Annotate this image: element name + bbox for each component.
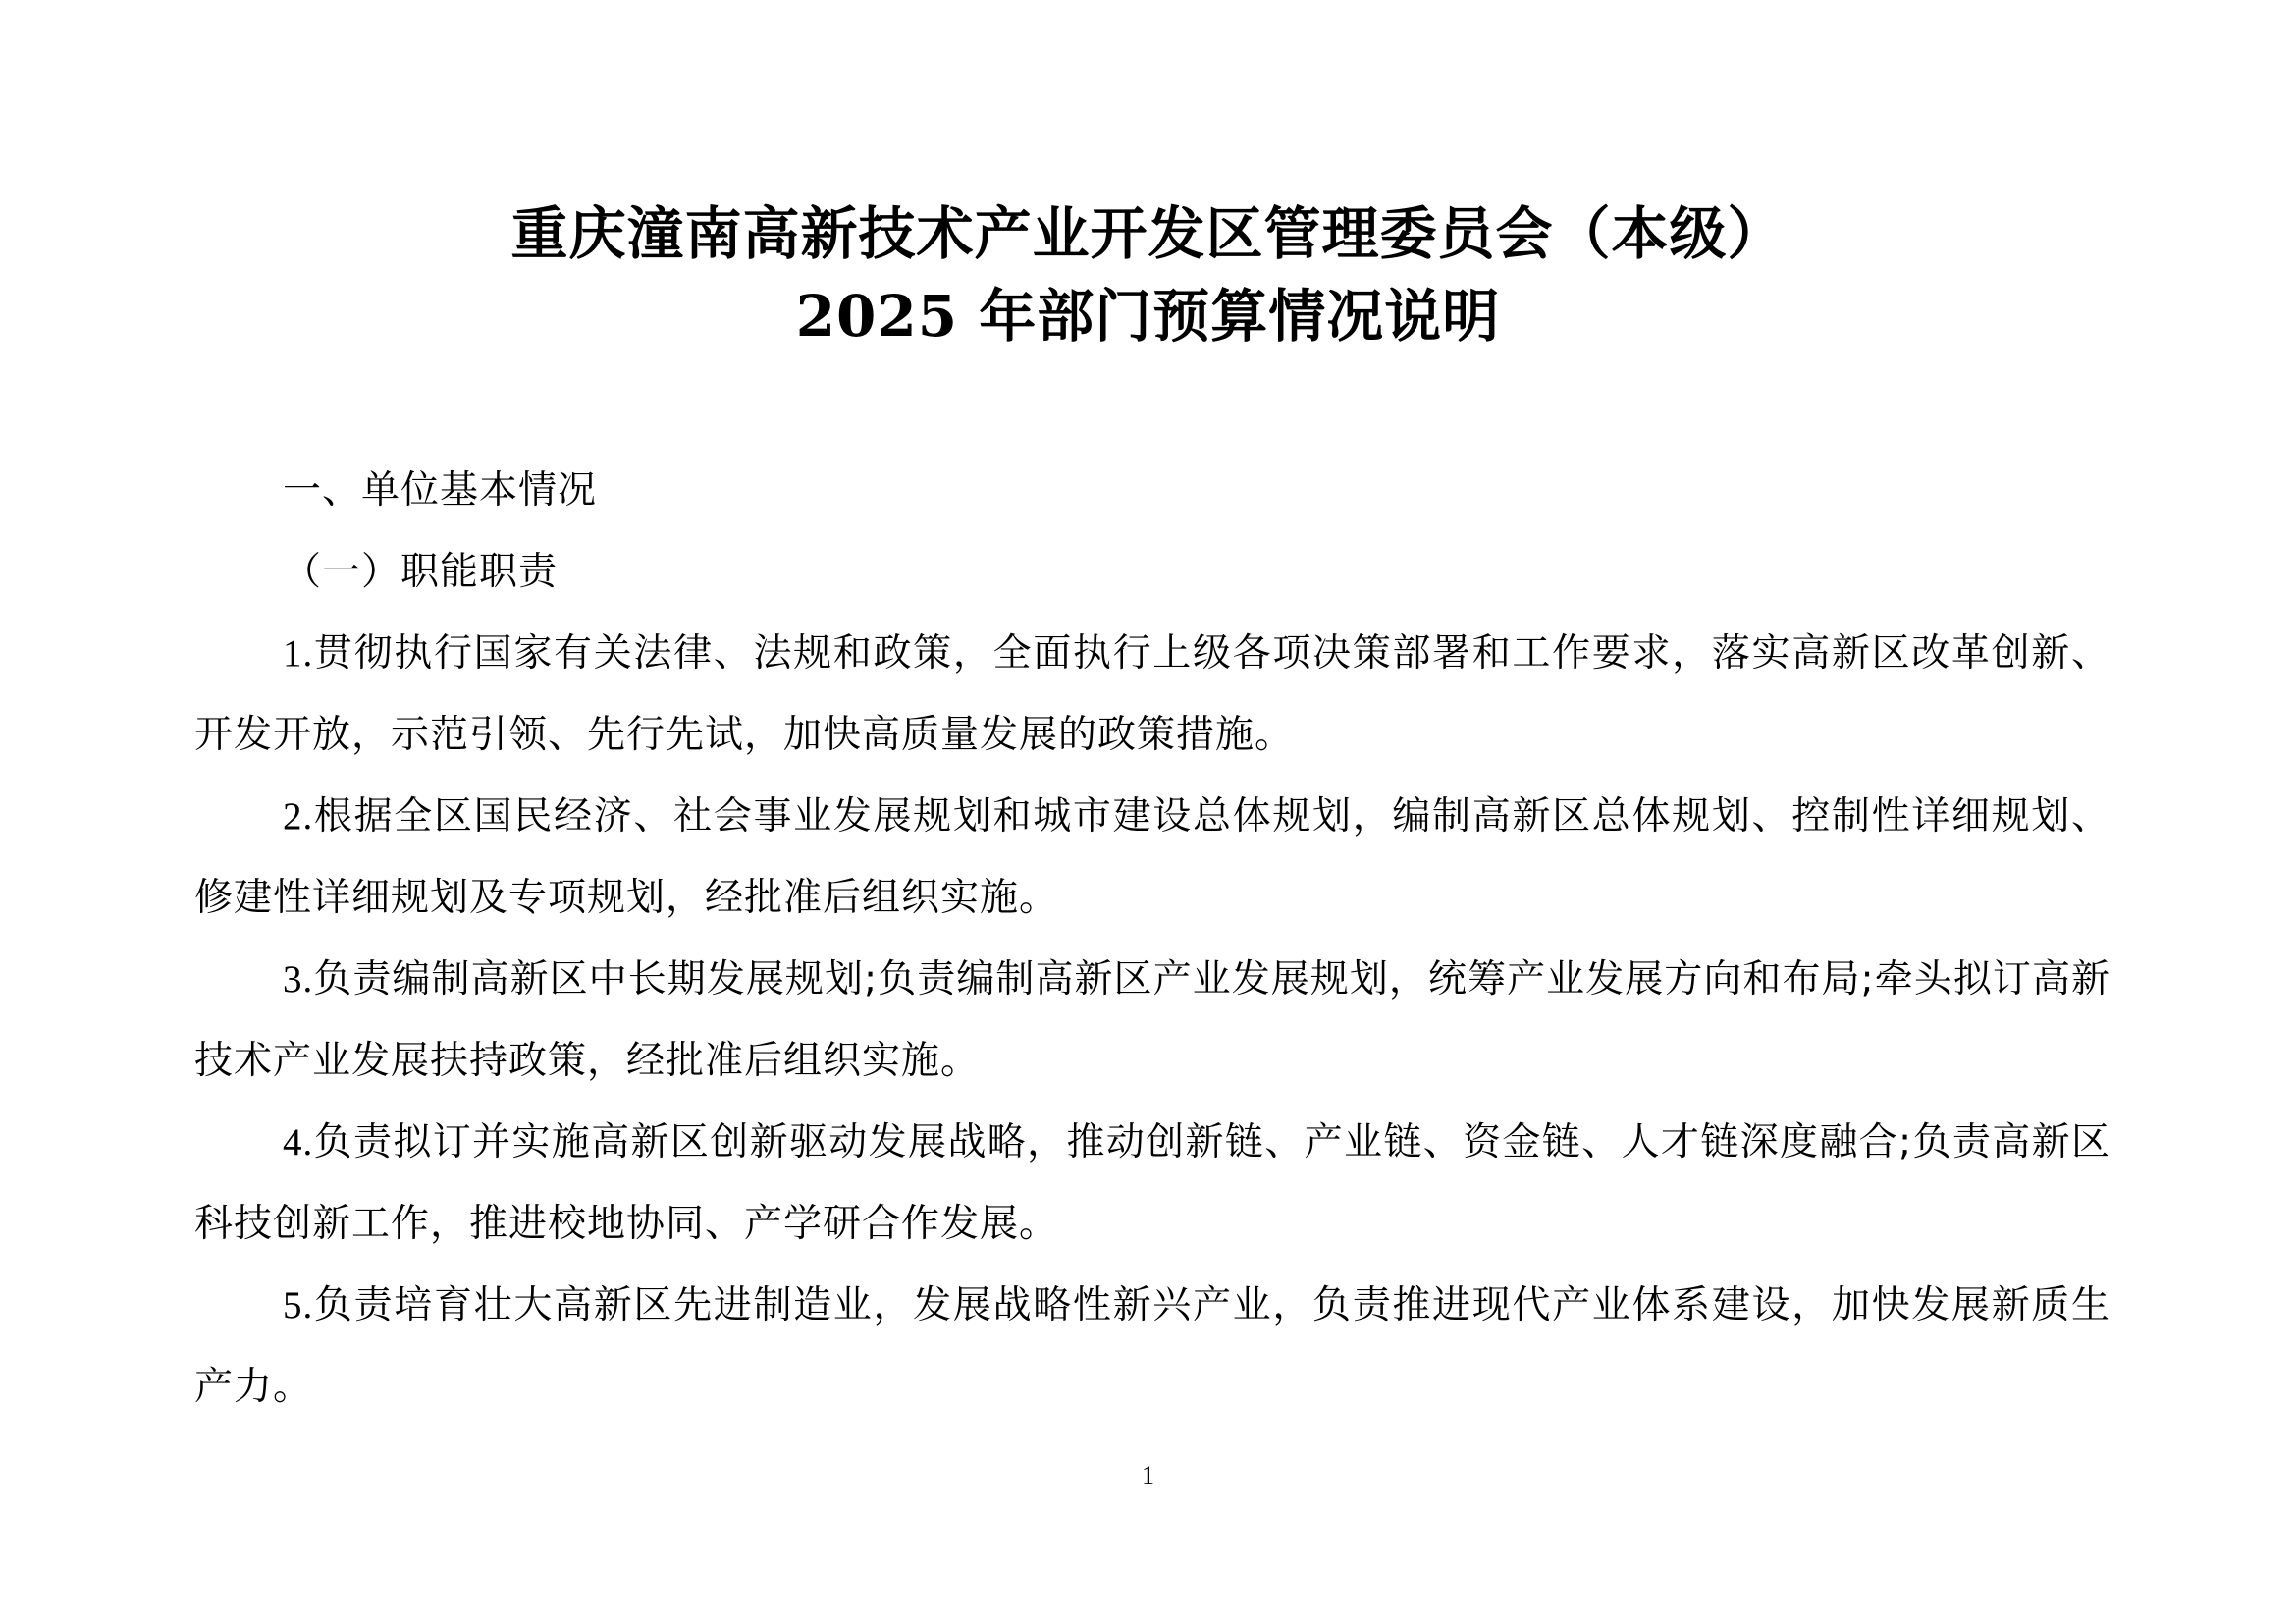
page-number: 1 bbox=[1142, 1461, 1154, 1489]
item-number: 5. bbox=[283, 1284, 314, 1326]
document-body bbox=[194, 450, 2110, 1428]
item-number: 4. bbox=[283, 1121, 314, 1164]
duty-item-4 bbox=[194, 1102, 2110, 1265]
document-title bbox=[0, 192, 2296, 357]
item-text: 负责编制高新区中长期发展规划;负责编制高新区产业发展规划，统筹产业发展方向和布局;牵头拟订高新技术产业发展扶持政策，经批准后组织实施。 bbox=[194, 957, 2110, 1083]
item-text: 贯彻执行国家有关法律、法规和政策，全面执行上级各项决策部署和工作要求，落实高新区改革创新、开发开放，示范引领、先行先试，加快高质量发展的政策措施。 bbox=[194, 631, 2110, 757]
duty-item-5 bbox=[194, 1265, 2110, 1428]
section-heading: 一、单位基本情况 bbox=[283, 468, 598, 513]
duty-item-3 bbox=[194, 939, 2110, 1102]
item-number: 3. bbox=[283, 958, 314, 1001]
item-number: 1. bbox=[283, 632, 314, 675]
duty-item-1 bbox=[194, 613, 2110, 776]
title-line-1: 重庆潼南高新技术产业开发区管理委员会（本级） bbox=[510, 200, 1786, 267]
item-number: 2. bbox=[283, 795, 314, 838]
item-text: 负责培育壮大高新区先进制造业，发展战略性新兴产业，负责推进现代产业体系建设，加快发展新质生产力。 bbox=[194, 1283, 2110, 1409]
title-line-2: 2025 年部门预算情况说明 bbox=[795, 283, 1501, 350]
subsection-heading: （一）职能职责 bbox=[283, 550, 559, 594]
duty-item-2 bbox=[194, 776, 2110, 939]
item-text: 负责拟订并实施高新区创新驱动发展战略，推动创新链、产业链、资金链、人才链深度融合;负责高新区科技创新工作，推进校地协同、产学研合作发展。 bbox=[194, 1120, 2110, 1246]
item-text: 根据全区国民经济、社会事业发展规划和城市建设总体规划，编制高新区总体规划、控制性详细规划、修建性详细规划及专项规划，经批准后组织实施。 bbox=[194, 794, 2110, 920]
